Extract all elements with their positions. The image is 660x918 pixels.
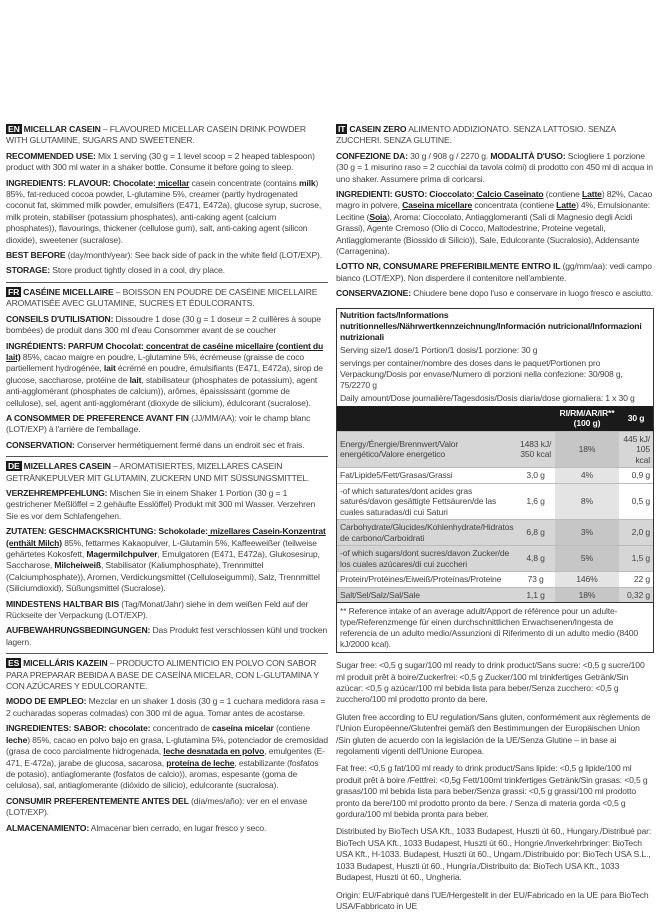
it-ingredients-text: (contiene	[543, 189, 583, 200]
header-ri-label: RI/RM/AR/IR**	[559, 407, 615, 418]
header-cell-empty	[517, 406, 555, 432]
divider	[6, 653, 328, 654]
value-ri: 4%	[555, 468, 619, 484]
daily-amount: Daily amount/Dose journalière/Tagesdosis/Dosis diaria/dose giornaliera: 1 x 30 g	[340, 392, 635, 403]
it-use-label: MODALITÀ D'USO:	[488, 150, 566, 161]
section-en	[6, 124, 328, 277]
fr-ingredients-label: INGRÉDIENTS: PARFUM Chocolat:	[6, 340, 144, 351]
it-package-label: CONFEZIONE DA:	[336, 150, 408, 161]
es-ingredients-text: , estabilizante (fosfatos de potasio), antiaglomerante (fosfatos de calcio)), aromas, espesante (goma de celulosa), sal, antiaglomerante (dióxido de silicio), edulcorante (sucralosa).	[6, 757, 319, 791]
nutrition-row	[337, 572, 653, 588]
nutrient-name: Protein/Protéines/Eiweiß/Proteínas/Proteine	[337, 572, 517, 588]
de-allergen: Milcheiweiß	[54, 560, 101, 571]
it-package-text: 30 g / 908 g / 2270 g.	[407, 150, 489, 161]
nutrition-footnote: ** Reference intake of an average adult/Apport de référence pour un adulte-type/Referenzmenge für einen durchschnittlichen Erwachsenen/Ingesta de referencia de un adulto medio/Assunzioni di Riferimento di un adulto medio (8400 kJ/2000 kcal).	[337, 602, 653, 652]
fr-use-text: Dissoudre 1 dose (30 g = 1 doseur = 2 cuillères à soupe bombées) de produit dans 300 ml d'eau Consommer avant de se coucher	[6, 313, 321, 336]
left-column	[6, 124, 328, 838]
nutrition-row	[337, 546, 653, 572]
fr-best-before-text: (JJ/MM/AA): voir le champ blanc (LOT/EXP) à l'arrière de l'emballage.	[6, 412, 311, 435]
it-allergen: Calcio Caseinato	[474, 189, 544, 200]
de-storage-label: AUFBEWAHRUNGSBEDINGUNGEN:	[6, 625, 151, 636]
value-per-serving: 0,9 g	[619, 468, 653, 484]
es-subtitle: – PRODUCTO ALIMENTICIO EN POLVO CON SABOR PARA PREPARAR BEBIDA A BASE DE CASEÍNA MICELAR, CON L-GLUTAMINA Y CON AZÚCARES Y EDULCORANTE.	[6, 658, 319, 692]
value-per-100g: 1,6 g	[517, 483, 555, 520]
fr-allergen: lait	[129, 374, 142, 385]
fr-ingredients-text: écrémé en poudre, émulsifiants (E471, E472a), sirop de glucose, saccharose, protéine de	[6, 363, 323, 385]
lang-tag-it: IT	[338, 124, 346, 134]
section-fr	[6, 287, 328, 451]
es-storage-text: Almacenar bien cerrado, en lugar fresco y seco.	[89, 822, 267, 833]
fr-use-label: CONSEILS D'UTILISATION:	[6, 313, 114, 324]
it-ingredients-text: ) 4%, Emulsionante: Lecitine (	[336, 200, 651, 222]
es-use-text: Mezclar en un shaker 1 dosis (30 g = 1 cuchara medidora rasa = 2 cucharadas soperas colmadas) con 300 ml de agua. Tomar antes de acostarse.	[6, 696, 326, 718]
en-title: MICELLAR CASEIN	[23, 124, 101, 134]
de-ingredients-label: ZUTATEN: GESCHMACKSRICHTUNG: Schokolade:	[6, 526, 208, 537]
nutrient-name: Fat/Lipide5/Fett/Grasas/Grassi	[337, 468, 517, 484]
section-de	[6, 461, 328, 648]
distributor: Distributed by BioTech USA Kft., 1033 Budapest, Huszti út 60., Hungary./Distribué par: BioTech USA Kft., 1033 Budapest, Huszti út 60., Hongrie./Inverkehrbringer: BioTech USA Kft., H-1033. Budapest, Huszti út 60., Ungarn./Distribuido por: BioTech USA S.L., 1033 Budapest, Huszti út 60., Hungría./Distribuito da: BioTech USA Kft., 1033 Budapest, Huszti út 60., Ungheria.	[336, 826, 652, 883]
value-ri: 3%	[555, 520, 619, 546]
it-allergen: Soia	[369, 211, 387, 222]
en-storage-label: STORAGE:	[6, 265, 51, 276]
header-cell-empty	[337, 406, 517, 432]
de-ingredients-text: 85%, fettarmes Kakaopulver, L-Glutamin 5%, Kaffeeweißer (teilweise gehärtetes Kokosfett,	[6, 537, 317, 559]
en-best-before-text: (day/month/year): See back side of pack in the white field (LOT/EXP).	[65, 250, 322, 261]
origin: Origin: EU/Fabriqué dans l'UE/Hergestellt in der EU/Fabricado en la UE para BioTech USA/Fabbricato in UE	[336, 889, 649, 911]
es-allergen: caseína micelar	[211, 723, 274, 734]
nutrient-name: Energy/Énergie/Brennwert/Valor energético/Valore energetico	[337, 431, 517, 468]
nutrition-row	[337, 520, 653, 546]
it-allergen: Latte	[556, 200, 576, 211]
divider	[6, 456, 328, 457]
fr-title: CASÉINE MICELLAIRE	[23, 286, 114, 297]
es-ingredients-text: , emulgentes (E-471, E-472a), jarabe de glucosa, sacarosa,	[6, 746, 325, 768]
nutrition-row	[337, 431, 653, 468]
en-storage-text: Store product tightly closed in a cool, dry place.	[50, 265, 225, 276]
nutrition-row	[337, 483, 653, 520]
header-cell-serving: 30 g	[619, 406, 653, 432]
it-title: CASEIN ZERO	[349, 124, 407, 134]
nutrient-name: Carbohydrate/Glucides/Kohlenhydrate/Hidratos de carbono/Carboidrati	[337, 520, 517, 546]
fr-best-before-label: A CONSOMMER DE PREFERENCE AVANT FIN	[6, 412, 189, 423]
servings-per-container: servings per container/nombre des doses dans le paquet/Portionen pro Verpackung/Dosis por envase/Numero di porzioni nella confezione: 30/908 g, 75/2270 g	[340, 357, 623, 390]
nutrition-row	[337, 468, 653, 484]
claims-block	[336, 660, 654, 912]
nutrient-name: -of which saturates/dont acides gras saturés/davon gesättigte Fettsäuren/de las cuales saturadas/di cui Saturi	[337, 483, 517, 520]
nutrition-rows	[337, 431, 653, 602]
de-use-label: VERZEHREMPFEHLUNG:	[6, 487, 108, 498]
value-per-100g: 1483 kJ/ 350 kcal	[517, 431, 555, 468]
en-allergen: micellar	[155, 177, 190, 188]
serving-size: Serving size/1 dose/1 Portion/1 dosis/1 porzione: 30 g	[340, 344, 538, 355]
it-ingredients-text: ), Aroma: Cioccolato, Antiagglomeranti (Sali di Magnesio degli Acidi Grassi), Agente Cremoso (Olio di Cocco, Maltodestrine, Proteine vegetali, Antiagglomerante (Biossido di Silicio)), Sale, Edulcorante (Sucralosio), Addensante (Carragenina).	[336, 211, 640, 257]
de-subtitle: – AROMATISIERTES, MIZELLARES CASEIN GETRÄNKEPULVER MIT GLUTAMIN, ZUCKERN UND MIT SÜSSUNGSMITTEL.	[6, 461, 310, 483]
en-use-label: RECOMMENDED USE:	[6, 150, 96, 161]
fat-free-claim: Fat free: <0,5 g fat/100 ml ready to drink product/Sans lipide: <0,5 g lipide/100 ml produit prêt à boire /Fettfrei: <0,5g Fett/100ml trinkfertiges Getränk/Sin grasas: <0,5 g grasas/100 ml bebida lista para beber/Senza grassi: <0,5 g grassi/100 ml prodotto pronto da bere/100 ml prodotto pronto da bere. / Senza di materia gorda <0,5 g gordura/100 ml bebida pronta para beber.	[336, 763, 648, 820]
it-storage-text: Chiudere bene dopo l'uso e conservare in luogo fresco e asciutto.	[410, 288, 654, 299]
es-best-before-text: (día/mes/año): ver en el envase (LOT/EXP).	[6, 795, 308, 818]
nutrition-table	[336, 308, 654, 654]
fr-storage-text: Conserver hermétiquement fermé dans un endroit sec et frais.	[74, 439, 305, 450]
right-column	[336, 124, 654, 918]
it-lot-text: (gg/mm/aa): vedi campo bianco (LOT/EXP). Non disperdere il contenitore nell'ambiente.	[336, 261, 652, 283]
lang-tag-fr: FR	[8, 286, 20, 297]
it-ingredients-text: ) 82%, Cacao magro in polvere,	[336, 189, 653, 211]
value-per-100g: 1,1 g	[517, 587, 555, 602]
value-per-serving: 445 kJ/ 105 kcal	[619, 431, 653, 468]
es-use-label: MODO DE EMPLEO:	[6, 696, 87, 707]
header-ri-sub: (100 g)	[573, 418, 601, 429]
es-title: MICELLÁRIS KAZEIN	[23, 658, 108, 669]
section-it	[336, 124, 654, 300]
it-ingredients-label: INGREDIENTI: GUSTO: Cioccolato:	[336, 189, 475, 200]
value-per-serving: 1,5 g	[619, 546, 653, 572]
value-per-100g: 3,0 g	[517, 468, 555, 484]
it-ingredients-text: concentrata (contiene	[472, 200, 557, 211]
it-allergen: Caseina micellare	[402, 200, 473, 211]
en-allergen: milk	[298, 177, 316, 188]
value-per-serving: 0,5 g	[619, 483, 653, 520]
sugar-free-claim: Sugar free: <0,5 g sugar/100 ml ready to drink product/Sans sucre: <0,5 g sucre/100 ml produit prêt à boire/Zuckerfrei: <0,5 g Zucker/100 ml trinkfertiges Getränk/Sin azúcar: <0,5 g azúcar/100 ml bebida lista para beber/Senza zucchero: <0,5 g zucchero/100 ml prodotto pronto da bere.	[336, 660, 645, 705]
en-ingredients-text: ) 85%, fat-reduced cocoa powder, L-glutamine 5%, creamer (partly hydrogenated coconut fat, skimmed milk powder, emulsifiers (E471, E472a), glucose syrup, sucrose, milk protein, stabiliser (potassium phosphates), anti-caking agent (calcium phosphates)), flavourings, thickener (cellulose gum), salt, anti-caking agent (silicon dioxide), sweetener (sucralose).	[6, 177, 322, 245]
es-allergen: proteína de leche	[166, 757, 235, 768]
de-allergen: Magermilchpulver	[86, 549, 158, 559]
es-allergen: leche desnatada en polvo	[163, 746, 265, 757]
value-per-100g: 6,8 g	[517, 520, 555, 546]
es-best-before-label: CONSUMIR PREFERENTEMENTE ANTES DEL	[6, 795, 189, 806]
de-allergen: mizellares Casein-Konzentrat (enthält Milch)	[6, 526, 326, 548]
value-ri: 18%	[555, 431, 619, 468]
de-ingredients-text: , Stabilisator (Kaliumphosphate), Trennmittel (Calciumphosphate)), Aromen, Verdickungsmittel (Celluloseigummi), Salz, Trennmittel (Siliciumdioxid), Süßungsmittel (Sucralose).	[6, 560, 320, 594]
nutrient-name: -of which sugars/dont sucres/davon Zucker/de los cuales azúcares/di cui zuccheri	[337, 546, 517, 572]
es-allergen: leche	[6, 734, 28, 745]
en-use-text: Mix 1 serving (30 g = 1 level scoop = 2 heaped tablespoon) product with 300 ml water in a shaker bottle. Consume it before going to sleep.	[6, 150, 315, 173]
fr-storage-label: CONSERVATION:	[6, 439, 75, 450]
lang-tag-en: EN	[8, 124, 20, 134]
de-ingredients-text: , Emulgatoren (E471, E472a), Glukosesirup, Saccharose,	[6, 549, 320, 571]
nutrition-row	[337, 587, 653, 602]
value-ri: 8%	[555, 483, 619, 520]
de-use-text: Mischen Sie in einem Shaker 1 Portion (30 g = 1 gestrichener Meßlöffel = 2 gehäufte Esslöffel) Produkt mit 300 ml Wasser. Verzehren Sie es vor dem Schlafengehen.	[6, 487, 316, 521]
value-ri: 146%	[555, 572, 619, 588]
es-storage-label: ALMACENAMIENTO:	[6, 822, 90, 833]
es-ingredients-label: INGREDIENTES: SABOR: chocolate:	[6, 723, 151, 734]
es-ingredients-text: (contiene	[273, 723, 310, 734]
gluten-free-claim: Gluten free according to EU regulation/Sans gluten, conformément aux règlements de l'Union Européenne/Glutenfrei gemäß den Bestimmungen der Europäischen Union /Sin gluten de acuerdo con la legislación de la UE/Senza Glutine – in base ai regolamenti vigenti dell'Unione Europea.	[336, 711, 651, 757]
value-ri: 5%	[555, 546, 619, 572]
it-use-text: Sciogliere 1 porzione (30 g = 1 misurino raso = 2 cucchiai da tavola colmi) di prodotto con 450 ml di acqua in uno shaker. Assumere prima di coricarsi.	[336, 150, 653, 184]
fr-allergen: lait	[103, 363, 116, 374]
fr-ingredients-text: 85%, cacao maigre en poudre, L-glutamine 5%, écrémeuse (graisse de coco partiellement hydrogénée,	[6, 351, 304, 374]
it-subtitle: ALIMENTO ADDIZIONATO. SENZA LATTOSIO. SENZA ZUCCHERI. SENZA GLUTINE.	[336, 124, 616, 146]
value-per-serving: 22 g	[619, 572, 653, 588]
es-ingredients-text: ) 85%, cacao en polvo bajo en grasa, L-glutamina 5%, potenciador de cremosidad (grasa de coco parcialmente hidrogenada,	[6, 734, 328, 757]
value-per-100g: 73 g	[517, 572, 555, 588]
de-best-before-text: (Tag/Monat/Jahr) siehe in dem weißen Feld auf der Rückseite der Verpackung (LOT/EXP).	[6, 598, 309, 621]
en-subtitle: – FLAVOURED MICELLAR CASEIN DRINK POWDER WITH GLUTAMINE, SUGARS AND SWEETENER.	[6, 124, 306, 146]
divider	[6, 282, 328, 283]
value-ri: 18%	[555, 587, 619, 602]
fr-allergen: concentrat de caséine micellaire (contient du lait)	[6, 340, 324, 362]
de-title: MIZELLARES CASEIN	[23, 461, 111, 472]
en-ingredients-label: INGREDIENTS: FLAVOUR: Chocolate:	[6, 177, 156, 188]
nutrition-grid	[337, 406, 653, 603]
nutrition-title: Nutrition facts/Informations nutritionnelles/Nährwertkennzeichnung/Información nutricional/Informazioni nutrizionali	[340, 309, 642, 342]
it-storage-label: CONSERVAZIONE:	[336, 288, 411, 299]
it-allergen: Latte	[582, 189, 602, 200]
es-ingredients-text: concentrado de	[150, 723, 212, 734]
fr-ingredients-text: , stabilisateur (phosphates de potassium), agent anti-agglomérant (phosphates de calcium)), arômes, épaississant (gomme de cellulose), sel, agent anti-agglomérant (dioxyde de silicium), édulcorant (sucralose).	[6, 374, 318, 408]
en-ingredients-text: casein concentrate (contains	[189, 177, 299, 188]
lang-tag-es: ES	[8, 658, 20, 669]
value-per-serving: 2,0 g	[619, 520, 653, 546]
section-es	[6, 658, 328, 834]
nutrient-name: Salt/Sel/Salz/Sal/Sale	[337, 587, 517, 602]
value-per-serving: 0,32 g	[619, 587, 653, 602]
it-lot-label: LOTTO NR, CONSUMARE PREFERIBILMENTE ENTRO IL	[336, 261, 561, 272]
fr-subtitle: – BOISSON EN POUDRE DE CASÉINE MICELLAIRE AROMATISÉE AVEC GLUTAMINE, SUCRES ET ÉDULCORANTS.	[6, 286, 318, 309]
de-storage-text: Das Produkt fest verschlossen kühl und trocken lagern.	[6, 625, 328, 647]
en-best-before-label: BEST BEFORE	[6, 250, 66, 261]
de-best-before-label: MINDESTENS HALTBAR BIS	[6, 598, 120, 609]
lang-tag-de: DE	[8, 461, 20, 472]
value-per-100g: 4,8 g	[517, 546, 555, 572]
header-cell-ri	[555, 406, 619, 432]
